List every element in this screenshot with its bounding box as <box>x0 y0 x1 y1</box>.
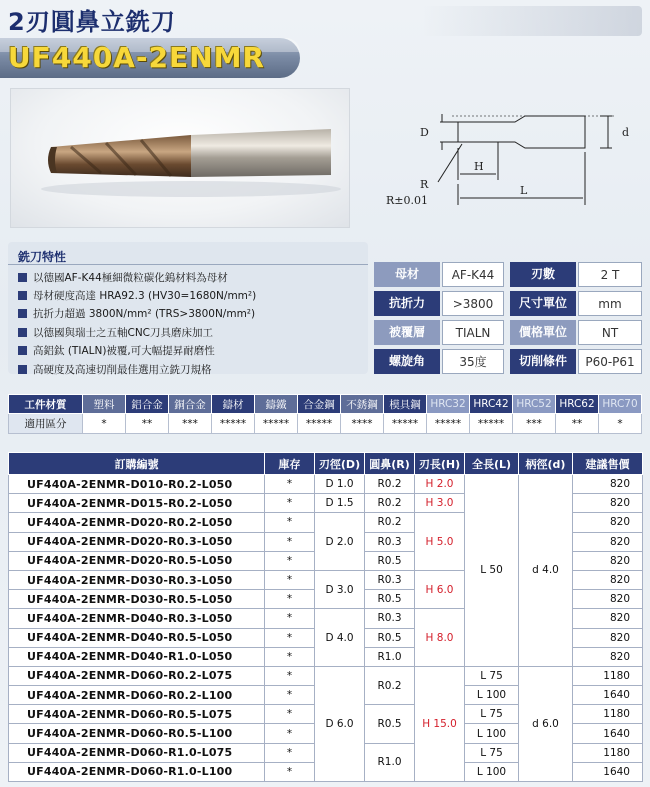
order-code: UF440A-2ENMR-D060-R0.5-L075 <box>9 705 265 724</box>
col-header-radius: 圓鼻(R) <box>365 453 415 475</box>
flute-length-cell: H 15.0 <box>415 666 465 781</box>
spec-value: P60-P61 <box>578 349 642 374</box>
spec-value: 35度 <box>442 349 504 374</box>
label-H: H <box>474 160 484 173</box>
feature-item: 抗折力超過 3800N/mm² (TRS>3800N/mm²) <box>18 305 368 323</box>
stock-cell: * <box>265 743 315 762</box>
spec-value: TIALN <box>442 320 504 345</box>
material-name: 合金鋼 <box>298 395 341 414</box>
price-cell: 820 <box>573 647 643 666</box>
price-cell: 820 <box>573 570 643 589</box>
order-code: UF440A-2ENMR-D060-R0.5-L100 <box>9 724 265 743</box>
page-title: 2刃圓鼻立銑刀 <box>8 8 176 36</box>
features-title: 銑刀特性 <box>18 250 67 264</box>
order-code: UF440A-2ENMR-D040-R0.3-L050 <box>9 609 265 628</box>
material-rating: ***** <box>298 414 341 434</box>
feature-item: 高硬度及高速切削最佳選用立銑刀規格 <box>18 360 368 378</box>
stock-cell: * <box>265 570 315 589</box>
material-name: HRC70 <box>599 395 642 414</box>
overall-length-cell: L 50 <box>465 475 519 667</box>
overall-length-cell: L 75 <box>465 743 519 762</box>
radius-cell: R0.5 <box>365 628 415 647</box>
material-name: 銅合金 <box>169 395 212 414</box>
overall-length-cell: L 100 <box>465 686 519 705</box>
col-header-stock: 庫存 <box>265 453 315 475</box>
label-L: L <box>520 184 528 197</box>
material-rating: * <box>599 414 642 434</box>
radius-cell: R0.5 <box>365 590 415 609</box>
diameter-cell: D 3.0 <box>315 570 365 608</box>
flute-length-cell: H 2.0 <box>415 475 465 494</box>
price-cell: 820 <box>573 590 643 609</box>
spec-label: 螺旋角 <box>374 349 440 374</box>
diameter-cell: D 4.0 <box>315 609 365 667</box>
material-header-label: 工件材質 <box>9 395 83 414</box>
col-header-flute-length: 刃長(H) <box>415 453 465 475</box>
material-rating: * <box>83 414 126 434</box>
bullet-square-icon <box>18 365 27 374</box>
order-code: UF440A-2ENMR-D030-R0.3-L050 <box>9 570 265 589</box>
stock-cell: * <box>265 762 315 781</box>
flute-length-cell: H 6.0 <box>415 570 465 608</box>
model-title: UF440A-2ENMR <box>8 41 266 74</box>
radius-cell: R0.5 <box>365 705 415 743</box>
material-rating: ***** <box>427 414 470 434</box>
feature-item: 以德國AF-K44極細微粒碳化鎢材料為母材 <box>18 268 368 286</box>
radius-cell: R0.5 <box>365 551 415 570</box>
stock-cell: * <box>265 628 315 647</box>
header-watermark <box>422 6 642 36</box>
material-rating: *** <box>169 414 212 434</box>
bullet-square-icon <box>18 309 27 318</box>
col-header-price: 建議售價 <box>573 453 643 475</box>
order-code: UF440A-2ENMR-D060-R0.2-L075 <box>9 666 265 685</box>
radius-cell: R0.3 <box>365 570 415 589</box>
spec-label: 尺寸單位 <box>510 291 576 316</box>
material-name: HRC52 <box>513 395 556 414</box>
material-rating: ***** <box>384 414 427 434</box>
shank-cell: d 6.0 <box>519 666 573 781</box>
order-code: UF440A-2ENMR-D020-R0.5-L050 <box>9 551 265 570</box>
diameter-cell: D 6.0 <box>315 666 365 781</box>
material-rating: ** <box>556 414 599 434</box>
spec-label: 被覆層 <box>374 320 440 345</box>
col-header-diameter: 刃徑(D) <box>315 453 365 475</box>
material-rating: ***** <box>255 414 298 434</box>
spec-label: 價格單位 <box>510 320 576 345</box>
order-code: UF440A-2ENMR-D010-R0.2-L050 <box>9 475 265 494</box>
material-name: HRC42 <box>470 395 513 414</box>
bullet-square-icon <box>18 346 27 355</box>
material-name: 塑料 <box>83 395 126 414</box>
material-rating: ***** <box>212 414 255 434</box>
stock-cell: * <box>265 532 315 551</box>
price-cell: 820 <box>573 628 643 647</box>
stock-cell: * <box>265 686 315 705</box>
price-cell: 1180 <box>573 705 643 724</box>
price-cell: 1640 <box>573 762 643 781</box>
stock-cell: * <box>265 647 315 666</box>
price-cell: 820 <box>573 551 643 570</box>
radius-cell: R1.0 <box>365 647 415 666</box>
radius-cell: R0.2 <box>365 475 415 494</box>
material-header-row <box>9 395 642 414</box>
end-mill-image <box>11 89 351 229</box>
stock-cell: * <box>265 609 315 628</box>
radius-cell: R1.0 <box>365 743 415 781</box>
price-cell: 820 <box>573 532 643 551</box>
spec-value: 2 T <box>578 262 642 287</box>
order-header-row <box>9 453 643 475</box>
price-cell: 1180 <box>573 743 643 762</box>
order-code: UF440A-2ENMR-D030-R0.5-L050 <box>9 590 265 609</box>
spec-label: 抗折力 <box>374 291 440 316</box>
stock-cell: * <box>265 494 315 513</box>
material-name: 鑄鐵 <box>255 395 298 414</box>
feature-item: 高鋁鈦 (TIALN)被覆,可大幅提昇耐磨性 <box>18 342 368 360</box>
label-R-tolerance: R±0.01 <box>386 194 428 207</box>
spec-label: 切削條件 <box>510 349 576 374</box>
material-name: 鑄材 <box>212 395 255 414</box>
col-header-shank: 柄徑(d) <box>519 453 573 475</box>
diameter-cell: D 1.0 <box>315 475 365 494</box>
material-row-label: 適用區分 <box>9 414 83 434</box>
product-photo <box>10 88 350 228</box>
price-cell: 1640 <box>573 724 643 743</box>
overall-length-cell: L 100 <box>465 724 519 743</box>
spec-value: >3800 <box>442 291 504 316</box>
stock-cell: * <box>265 590 315 609</box>
stock-cell: * <box>265 551 315 570</box>
price-cell: 820 <box>573 475 643 494</box>
spec-label: 母材 <box>374 262 440 287</box>
feature-item: 以德國與瑞士之五軸CNC刀具磨床加工 <box>18 323 368 341</box>
material-rating-row <box>9 414 642 434</box>
material-rating: *** <box>513 414 556 434</box>
stock-cell: * <box>265 666 315 685</box>
order-code: UF440A-2ENMR-D020-R0.2-L050 <box>9 513 265 532</box>
stock-cell: * <box>265 475 315 494</box>
order-code: UF440A-2ENMR-D060-R0.2-L100 <box>9 686 265 705</box>
overall-length-cell: L 75 <box>465 705 519 724</box>
price-cell: 820 <box>573 513 643 532</box>
flute-length-cell: H 3.0 <box>415 494 465 513</box>
order-code: UF440A-2ENMR-D040-R0.5-L050 <box>9 628 265 647</box>
material-rating: **** <box>341 414 384 434</box>
diameter-cell: D 1.5 <box>315 494 365 513</box>
overall-length-cell: L 75 <box>465 666 519 685</box>
bullet-square-icon <box>18 273 27 282</box>
spec-value: AF-K44 <box>442 262 504 287</box>
order-code: UF440A-2ENMR-D015-R0.2-L050 <box>9 494 265 513</box>
features-divider <box>8 264 368 265</box>
stock-cell: * <box>265 705 315 724</box>
end-mill-drawing <box>380 100 640 220</box>
price-cell: 820 <box>573 609 643 628</box>
radius-cell: R0.2 <box>365 494 415 513</box>
radius-cell: R0.2 <box>365 666 415 704</box>
overall-length-cell: L 100 <box>465 762 519 781</box>
feature-item: 母材硬度高達 HRA92.3 (HV30=1680N/mm²) <box>18 286 368 304</box>
radius-cell: R0.2 <box>365 513 415 532</box>
material-name: 模具鋼 <box>384 395 427 414</box>
material-rating: ***** <box>470 414 513 434</box>
order-code: UF440A-2ENMR-D020-R0.3-L050 <box>9 532 265 551</box>
label-D: D <box>420 126 429 139</box>
material-table <box>8 394 642 434</box>
flute-length-cell: H 5.0 <box>415 513 465 571</box>
stock-cell: * <box>265 724 315 743</box>
radius-cell: R0.3 <box>365 532 415 551</box>
label-d: d <box>622 126 630 139</box>
spec-grid <box>374 262 642 374</box>
material-name: HRC32 <box>427 395 470 414</box>
stock-cell: * <box>265 513 315 532</box>
bullet-square-icon <box>18 291 27 300</box>
table-row <box>9 475 643 494</box>
radius-cell: R0.3 <box>365 609 415 628</box>
spec-value: mm <box>578 291 642 316</box>
bullet-square-icon <box>18 328 27 337</box>
order-code: UF440A-2ENMR-D040-R1.0-L050 <box>9 647 265 666</box>
material-name: 鋁合金 <box>126 395 169 414</box>
order-code: UF440A-2ENMR-D060-R1.0-L100 <box>9 762 265 781</box>
table-row <box>9 666 643 685</box>
col-header-code: 訂購編號 <box>9 453 265 475</box>
material-name: HRC62 <box>556 395 599 414</box>
price-cell: 1180 <box>573 666 643 685</box>
spec-value: NT <box>578 320 642 345</box>
label-R: R <box>420 178 429 191</box>
diameter-cell: D 2.0 <box>315 513 365 571</box>
col-header-overall-length: 全長(L) <box>465 453 519 475</box>
features-list <box>18 268 368 378</box>
dimension-diagram <box>380 100 640 220</box>
spec-label: 刃數 <box>510 262 576 287</box>
price-cell: 820 <box>573 494 643 513</box>
order-code: UF440A-2ENMR-D060-R1.0-L075 <box>9 743 265 762</box>
material-rating: ** <box>126 414 169 434</box>
material-name: 不銹鋼 <box>341 395 384 414</box>
shank-cell: d 4.0 <box>519 475 573 667</box>
price-cell: 1640 <box>573 686 643 705</box>
order-table <box>8 452 643 782</box>
flute-length-cell: H 8.0 <box>415 609 465 667</box>
